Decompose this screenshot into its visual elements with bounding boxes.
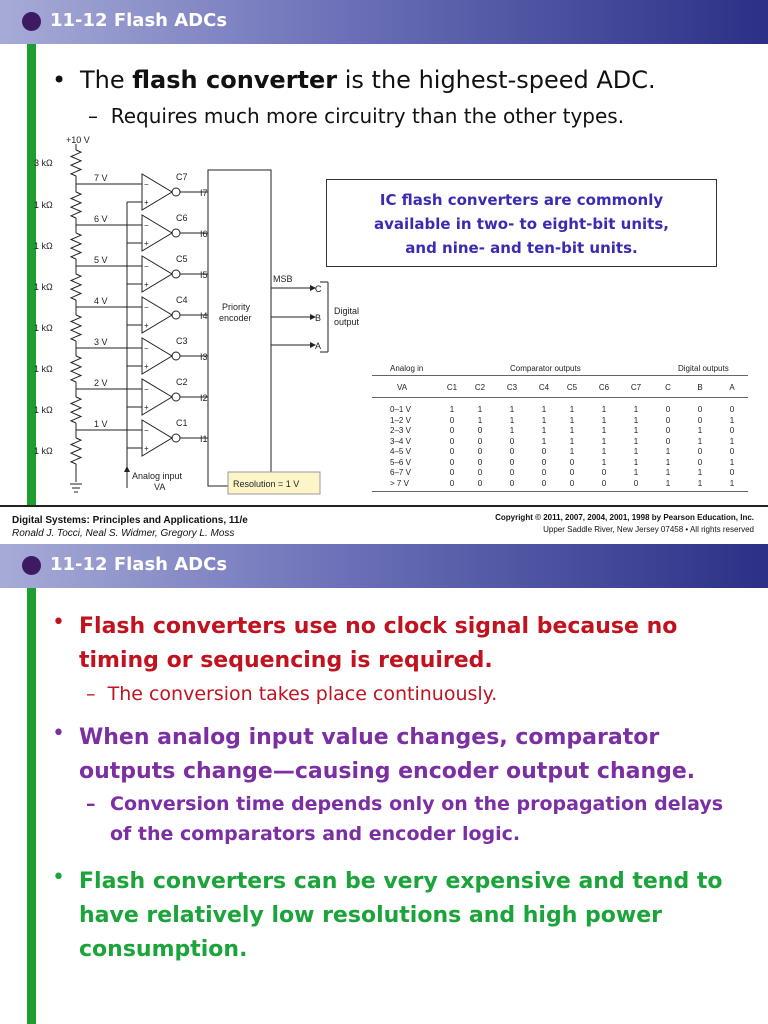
bullet-text-post: is the highest-speed ADC. <box>337 66 656 94</box>
table-cell: 0 <box>601 468 607 477</box>
plus-sign: + <box>144 321 149 330</box>
flash-adc-circuit-diagram <box>30 132 375 500</box>
minus-sign: − <box>144 385 149 394</box>
digital-label-2: output <box>334 317 360 327</box>
table-cell: 0 <box>477 478 483 488</box>
resistor-zigzag <box>71 150 81 176</box>
slide-2 <box>0 544 768 1024</box>
table-cell: 1 <box>601 405 607 414</box>
table-cell: 0 <box>697 405 703 414</box>
truth-table <box>372 364 748 494</box>
minus-sign: − <box>144 221 149 230</box>
table-cell: 1 <box>665 478 671 488</box>
table-cell: 0 <box>449 478 455 488</box>
bullet-dot: • <box>52 66 67 94</box>
column-header: C <box>665 383 671 392</box>
table-cell: 0 <box>569 468 575 477</box>
sub-bullet-conversion-time-text: Conversion time depends only on the propagation delays of the comparators and encoder logic. <box>110 793 724 845</box>
output-c-label: C <box>315 284 322 294</box>
table-cell: 0 <box>697 457 703 467</box>
column-header: A <box>729 383 735 392</box>
table-rule <box>372 375 748 376</box>
node-voltage-label: 6 V <box>94 214 108 224</box>
table-cell: 1 <box>633 436 639 446</box>
row-voltage-range: 2–3 V <box>390 426 411 435</box>
inverter-bubble <box>172 188 180 196</box>
row-voltage-range: 1–2 V <box>390 415 411 425</box>
minus-sign: − <box>144 180 149 189</box>
table-cell: 0 <box>509 447 515 456</box>
row-voltage-range: > 7 V <box>390 478 409 488</box>
inverter-bubble <box>172 393 180 401</box>
table-cell: 1 <box>601 447 607 456</box>
msb-label: MSB <box>273 274 293 284</box>
table-cell: 1 <box>569 405 575 414</box>
bullet-no-clock-text: Flash converters use no clock signal because no timing or sequencing is required. <box>79 614 678 673</box>
row-voltage-range: 4–5 V <box>390 447 411 456</box>
comparator-label: C2 <box>176 377 188 387</box>
encoder-label-1: Priority <box>222 302 251 312</box>
resistor-zigzag <box>71 192 81 218</box>
resistor-zigzag <box>71 356 81 382</box>
resistor-label: 1 kΩ <box>34 446 53 456</box>
table-cell: 0 <box>601 478 607 488</box>
table-cell: 0 <box>449 426 455 435</box>
analog-input-label-1: Analog input <box>132 471 183 481</box>
analog-input-label-2: VA <box>154 482 166 492</box>
resolution-label: Resolution = 1 V <box>233 479 300 489</box>
table-cell: 0 <box>449 457 455 467</box>
encoder-input-label: I2 <box>200 393 208 403</box>
resistor-zigzag <box>71 315 81 341</box>
comparator-label: C7 <box>176 172 188 182</box>
minus-sign: − <box>144 303 149 312</box>
ic-note-line-3: and nine- and ten-bit units. <box>405 239 638 257</box>
sub-bullet-circuitry <box>88 104 624 128</box>
table-cell: 1 <box>729 415 735 425</box>
table-cell: 1 <box>633 415 639 425</box>
minus-sign: − <box>144 426 149 435</box>
group-header-analog: Analog in <box>390 364 424 373</box>
bullet-text-bold: flash converter <box>132 66 338 94</box>
column-header: C7 <box>630 383 642 392</box>
table-cell: 1 <box>601 426 607 435</box>
table-cell: 0 <box>477 426 483 435</box>
inverter-bubble <box>172 311 180 319</box>
header-bullet-icon <box>22 556 41 575</box>
table-cell: 0 <box>509 457 515 467</box>
encoder-input-label: I3 <box>200 352 208 362</box>
plus-sign: + <box>144 198 149 207</box>
table-cell: 1 <box>509 405 515 414</box>
plus-sign: + <box>144 444 149 453</box>
table-cell: 1 <box>729 478 735 488</box>
inverter-bubble <box>172 434 180 442</box>
table-cell: 1 <box>509 426 515 435</box>
comparator-label: C6 <box>176 213 188 223</box>
ic-flash-note-box <box>326 179 717 267</box>
ic-note-line-2: available in two- to eight-bit units, <box>374 215 669 233</box>
inverter-bubble <box>172 352 180 360</box>
column-header: C2 <box>474 383 486 392</box>
sub-bullet-continuous <box>86 679 736 709</box>
bullet-expensive-text: Flash converters can be very expensive and tend to have relatively low resolutions and high power consumption. <box>79 869 723 962</box>
ic-note-line-1: IC flash converters are commonly <box>379 191 664 209</box>
bullet-analog-change-text: When analog input value changes, comparator outputs change—causing encoder output change. <box>79 725 696 784</box>
table-cell: 0 <box>729 468 735 477</box>
plus-sign: + <box>144 403 149 412</box>
node-voltage-label: 3 V <box>94 337 108 347</box>
resistor-zigzag <box>71 397 81 423</box>
sub-dash: – <box>88 104 98 128</box>
resistor-label: 1 kΩ <box>34 323 53 333</box>
footer-divider <box>0 505 768 507</box>
sub-bullet-text: Requires much more circuitry than the other types. <box>110 104 625 128</box>
table-cell: 1 <box>633 426 639 435</box>
minus-sign: − <box>144 344 149 353</box>
table-cell: 0 <box>449 468 455 477</box>
resistor-zigzag <box>71 274 81 300</box>
table-cell: 0 <box>729 426 735 435</box>
table-cell: 1 <box>665 457 671 467</box>
table-cell: 1 <box>697 426 703 435</box>
column-header: VA <box>396 383 408 392</box>
node-voltage-label: 5 V <box>94 255 108 265</box>
encoder-input-label: I6 <box>200 229 208 239</box>
table-cell: 1 <box>541 415 547 425</box>
table-cell: 0 <box>665 415 671 425</box>
resistor-label: 1 kΩ <box>34 405 53 415</box>
table-cell: 0 <box>541 457 547 467</box>
table-cell: 0 <box>665 436 671 446</box>
bullet-flash-converter <box>52 66 752 100</box>
plus-sign: + <box>144 362 149 371</box>
column-header: C6 <box>598 383 610 392</box>
node-voltage-label: 7 V <box>94 173 108 183</box>
plus-sign: + <box>144 239 149 248</box>
table-cell: 0 <box>509 436 515 446</box>
node-voltage-label: 1 V <box>94 419 108 429</box>
table-rule <box>372 491 748 492</box>
inverter-bubble <box>172 270 180 278</box>
resistor-label: 1 kΩ <box>34 200 53 210</box>
row-voltage-range: 6–7 V <box>390 468 411 477</box>
table-cell: 0 <box>729 447 735 456</box>
resistor-label: 1 kΩ <box>34 364 53 374</box>
priority-encoder-box <box>208 170 271 486</box>
sub-dash: – <box>86 683 96 705</box>
sub-bullet-continuous-text: The conversion takes place continuously. <box>107 683 498 705</box>
table-cell: 1 <box>697 478 703 488</box>
resistor-label: 3 kΩ <box>34 158 53 168</box>
inverter-bubble <box>172 229 180 237</box>
encoder-input-label: I5 <box>200 270 208 280</box>
header-bullet-icon <box>22 12 41 31</box>
resistor-label: 1 kΩ <box>34 282 53 292</box>
table-cell: 0 <box>477 447 483 456</box>
table-cell: 0 <box>569 457 575 467</box>
table-cell: 1 <box>541 405 547 414</box>
column-header: C1 <box>446 383 458 392</box>
table-cell: 0 <box>697 415 703 425</box>
column-header: C4 <box>538 383 550 392</box>
comparator-label: C5 <box>176 254 188 264</box>
table-cell: 0 <box>477 436 483 446</box>
table-cell: 0 <box>633 478 639 488</box>
group-header-comparators: Comparator outputs <box>510 364 581 373</box>
table-cell: 0 <box>729 405 735 414</box>
accent-bar <box>27 544 36 1024</box>
table-cell: 1 <box>569 436 575 446</box>
row-voltage-range: 3–4 V <box>390 436 411 446</box>
table-cell: 1 <box>509 415 515 425</box>
comparator-label: C4 <box>176 295 188 305</box>
table-cell: 0 <box>665 426 671 435</box>
comparator-label: C3 <box>176 336 188 346</box>
bullet-dot: • <box>52 865 65 890</box>
table-cell: 0 <box>477 457 483 467</box>
table-cell: 1 <box>665 468 671 477</box>
table-cell: 0 <box>509 478 515 488</box>
table-cell: 0 <box>541 468 547 477</box>
slide-title: 11-12 Flash ADCs <box>50 10 228 31</box>
table-cell: 1 <box>569 415 575 425</box>
supply-label: +10 V <box>66 135 90 145</box>
table-cell: 1 <box>569 426 575 435</box>
minus-sign: − <box>144 262 149 271</box>
encoder-input-label: I4 <box>200 311 208 321</box>
slide-title: 11-12 Flash ADCs <box>50 554 228 575</box>
table-rule <box>372 397 748 398</box>
table-cell: 1 <box>697 468 703 477</box>
table-cell: 0 <box>477 468 483 477</box>
bullet-text-pre: The <box>80 66 133 94</box>
table-cell: 1 <box>633 405 639 414</box>
sub-dash: – <box>86 793 96 815</box>
table-cell: 0 <box>541 478 547 488</box>
footer-publisher: Upper Saddle River, New Jersey 07458 • All rights reserved <box>543 525 754 534</box>
bullet-dot: • <box>52 721 65 746</box>
encoder-input-label: I7 <box>200 188 208 198</box>
output-b-label: B <box>315 313 322 323</box>
table-cell: 1 <box>729 457 735 467</box>
footer-copyright: Copyright © 2011, 2007, 2004, 2001, 1998 by Pearson Education, Inc. <box>495 513 754 522</box>
comparator-label: C1 <box>176 418 188 428</box>
slide-header <box>0 544 768 588</box>
table-cell: 1 <box>697 436 703 446</box>
node-voltage-label: 2 V <box>94 378 108 388</box>
table-cell: 1 <box>665 447 671 456</box>
column-header: C3 <box>506 383 518 392</box>
group-header-digital: Digital outputs <box>678 364 729 373</box>
table-cell: 1 <box>633 447 639 456</box>
footer-authors: Ronald J. Tocci, Neal S. Widmer, Gregory L. Moss <box>12 528 235 539</box>
table-cell: 1 <box>729 436 735 446</box>
table-cell: 1 <box>449 405 455 414</box>
table-cell: 1 <box>601 457 607 467</box>
table-cell: 0 <box>449 447 455 456</box>
resistor-zigzag <box>71 438 81 464</box>
table-cell: 1 <box>633 468 639 477</box>
bullet-dot: • <box>52 610 65 635</box>
row-voltage-range: 5–6 V <box>390 457 411 467</box>
output-a-label: A <box>315 341 322 351</box>
table-cell: 1 <box>601 415 607 425</box>
column-header: B <box>697 383 703 392</box>
encoder-input-label: I1 <box>200 434 208 444</box>
plus-sign: + <box>144 280 149 289</box>
slide-header <box>0 0 768 44</box>
resistor-label: 1 kΩ <box>34 241 53 251</box>
digital-label-1: Digital <box>334 306 360 316</box>
footer-book-title: Digital Systems: Principles and Applications, 11/e <box>12 515 248 526</box>
table-cell: 1 <box>541 426 547 435</box>
table-cell: 0 <box>449 415 455 425</box>
table-cell: 1 <box>477 415 483 425</box>
resistor-zigzag <box>71 233 81 259</box>
table-cell: 1 <box>601 436 607 446</box>
table-cell: 0 <box>509 468 515 477</box>
table-cell: 1 <box>477 405 483 414</box>
table-cell: 0 <box>449 436 455 446</box>
table-cell: 0 <box>569 478 575 488</box>
encoder-label-2: encoder <box>219 313 252 323</box>
table-cell: 1 <box>569 447 575 456</box>
table-cell: 0 <box>541 447 547 456</box>
table-cell: 0 <box>665 405 671 414</box>
table-cell: 0 <box>697 447 703 456</box>
node-voltage-label: 4 V <box>94 296 108 306</box>
table-cell: 1 <box>633 457 639 467</box>
column-header: C5 <box>566 383 578 392</box>
row-voltage-range: 0–1 V <box>390 405 411 414</box>
table-cell: 1 <box>541 436 547 446</box>
